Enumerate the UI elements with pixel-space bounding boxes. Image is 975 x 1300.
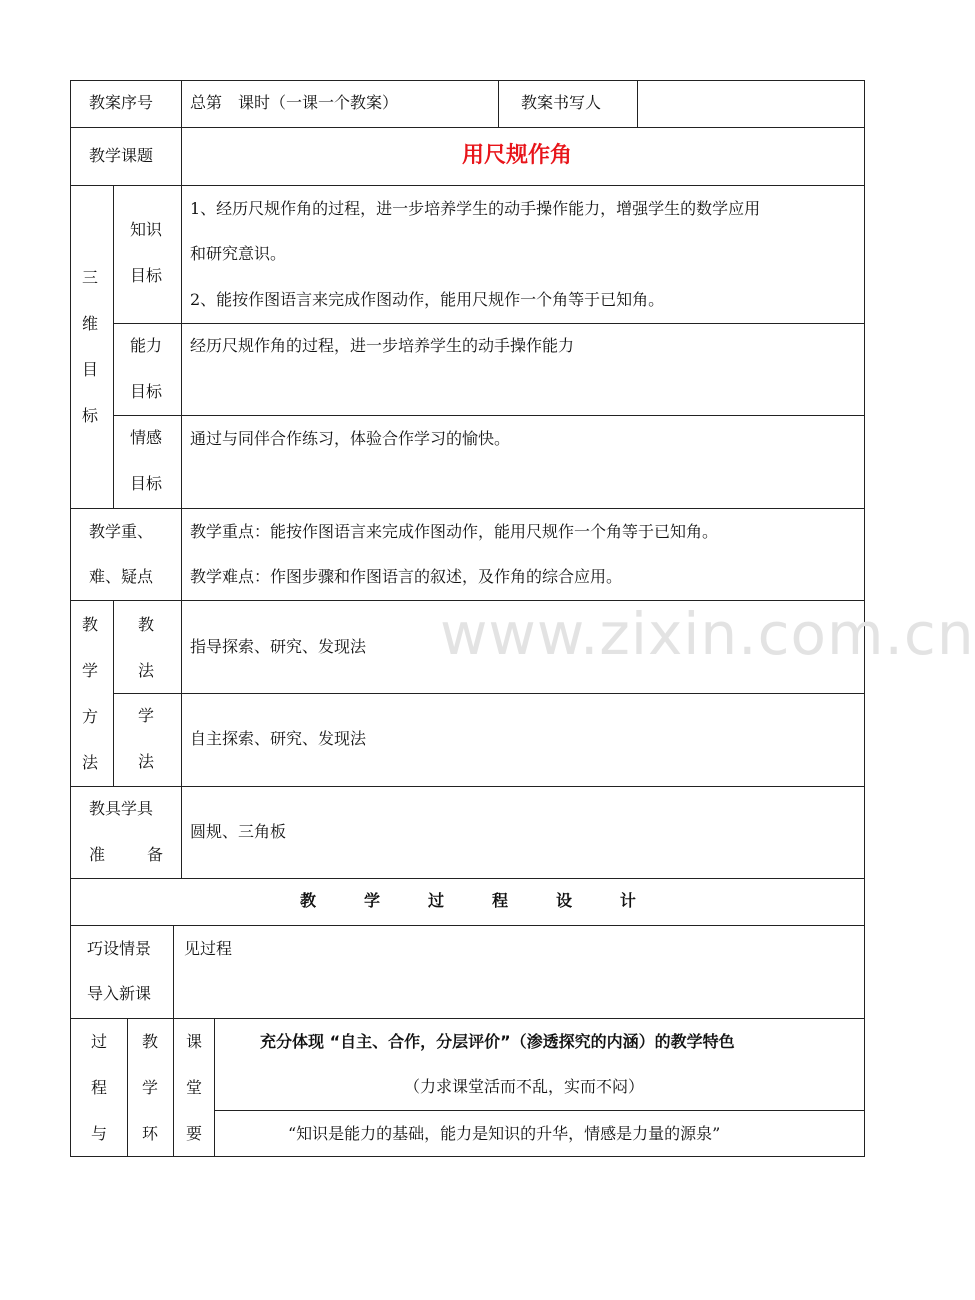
key-points-label-line-2: 难、疑点 xyxy=(89,567,154,586)
emotion-goal-label: 情感 目标 xyxy=(130,428,163,493)
teaching-method-text: 指导探索、研究、发现法 xyxy=(190,637,367,656)
knowledge-goal-line-2: 和研究意识。 xyxy=(190,244,287,263)
tools-label-line-2: 准 备 xyxy=(89,845,163,864)
total-period-label: 总第 课时（一课一个教案） xyxy=(190,93,399,112)
ability-goal-text: 经历尺规作角的过程，进一步培养学生的动手操作能力 xyxy=(190,336,575,355)
tools-text: 圆规、三角板 xyxy=(190,822,287,841)
intro-label-line-2: 导入新课 xyxy=(87,984,152,1003)
teaching-difficulty: 教学难点：作图步骤和作图语言的叙述，及作角的综合应用。 xyxy=(190,567,623,586)
teaching-feature-subtitle: （力求课堂活而不乱，实而不闷） xyxy=(404,1077,645,1096)
knowledge-goal-line-3: 2、能按作图语言来完成作图动作，能用尺规作一个角等于已知角。 xyxy=(190,290,665,309)
intro-text: 见过程 xyxy=(184,939,233,958)
process-column-3-label: 课 堂 要 xyxy=(186,1032,203,1143)
emotion-goal-text: 通过与同伴合作练习，体验合作学习的愉快。 xyxy=(190,429,511,448)
lesson-title: 用尺规作角 xyxy=(462,143,573,168)
goals-group-label: 三 维 目 标 xyxy=(82,268,99,425)
motto: “知识是能力的基础，能力是知识的升华，情感是力量的源泉” xyxy=(288,1124,721,1143)
knowledge-goal-line-1: 1、经历尺规作角的过程，进一步培养学生的动手操作能力，增强学生的数学应用 xyxy=(190,199,761,218)
lesson-number-label: 教案序号 xyxy=(89,93,154,112)
learning-method-label: 学 法 xyxy=(138,706,155,771)
learning-method-text: 自主探索、研究、发现法 xyxy=(190,729,367,748)
teaching-focus: 教学重点：能按作图语言来完成作图动作，能用尺规作一个角等于已知角。 xyxy=(190,522,719,541)
watermark: www.zixin.com.cn xyxy=(440,600,975,668)
teaching-feature: 充分体现 “自主、合作，分层评价”（渗透探究的内涵）的教学特色 xyxy=(260,1032,735,1051)
process-column-1-label: 过 程 与 xyxy=(91,1032,108,1143)
writer-label: 教案书写人 xyxy=(521,93,602,112)
methods-group-label: 教 学 方 法 xyxy=(82,615,99,772)
knowledge-goal-label: 知识 目标 xyxy=(130,220,163,285)
ability-goal-label: 能力 目标 xyxy=(130,336,163,401)
topic-label: 教学课题 xyxy=(89,146,154,165)
process-design-header: 教 学 过 程 设 计 xyxy=(300,891,636,910)
process-column-2-label: 教 学 环 xyxy=(142,1032,159,1143)
key-points-label-line-1: 教学重、 xyxy=(89,522,154,541)
tools-label-line-1: 教具学具 xyxy=(89,799,154,818)
teaching-method-label: 教 法 xyxy=(138,615,155,680)
intro-label-line-1: 巧设情景 xyxy=(87,939,152,958)
